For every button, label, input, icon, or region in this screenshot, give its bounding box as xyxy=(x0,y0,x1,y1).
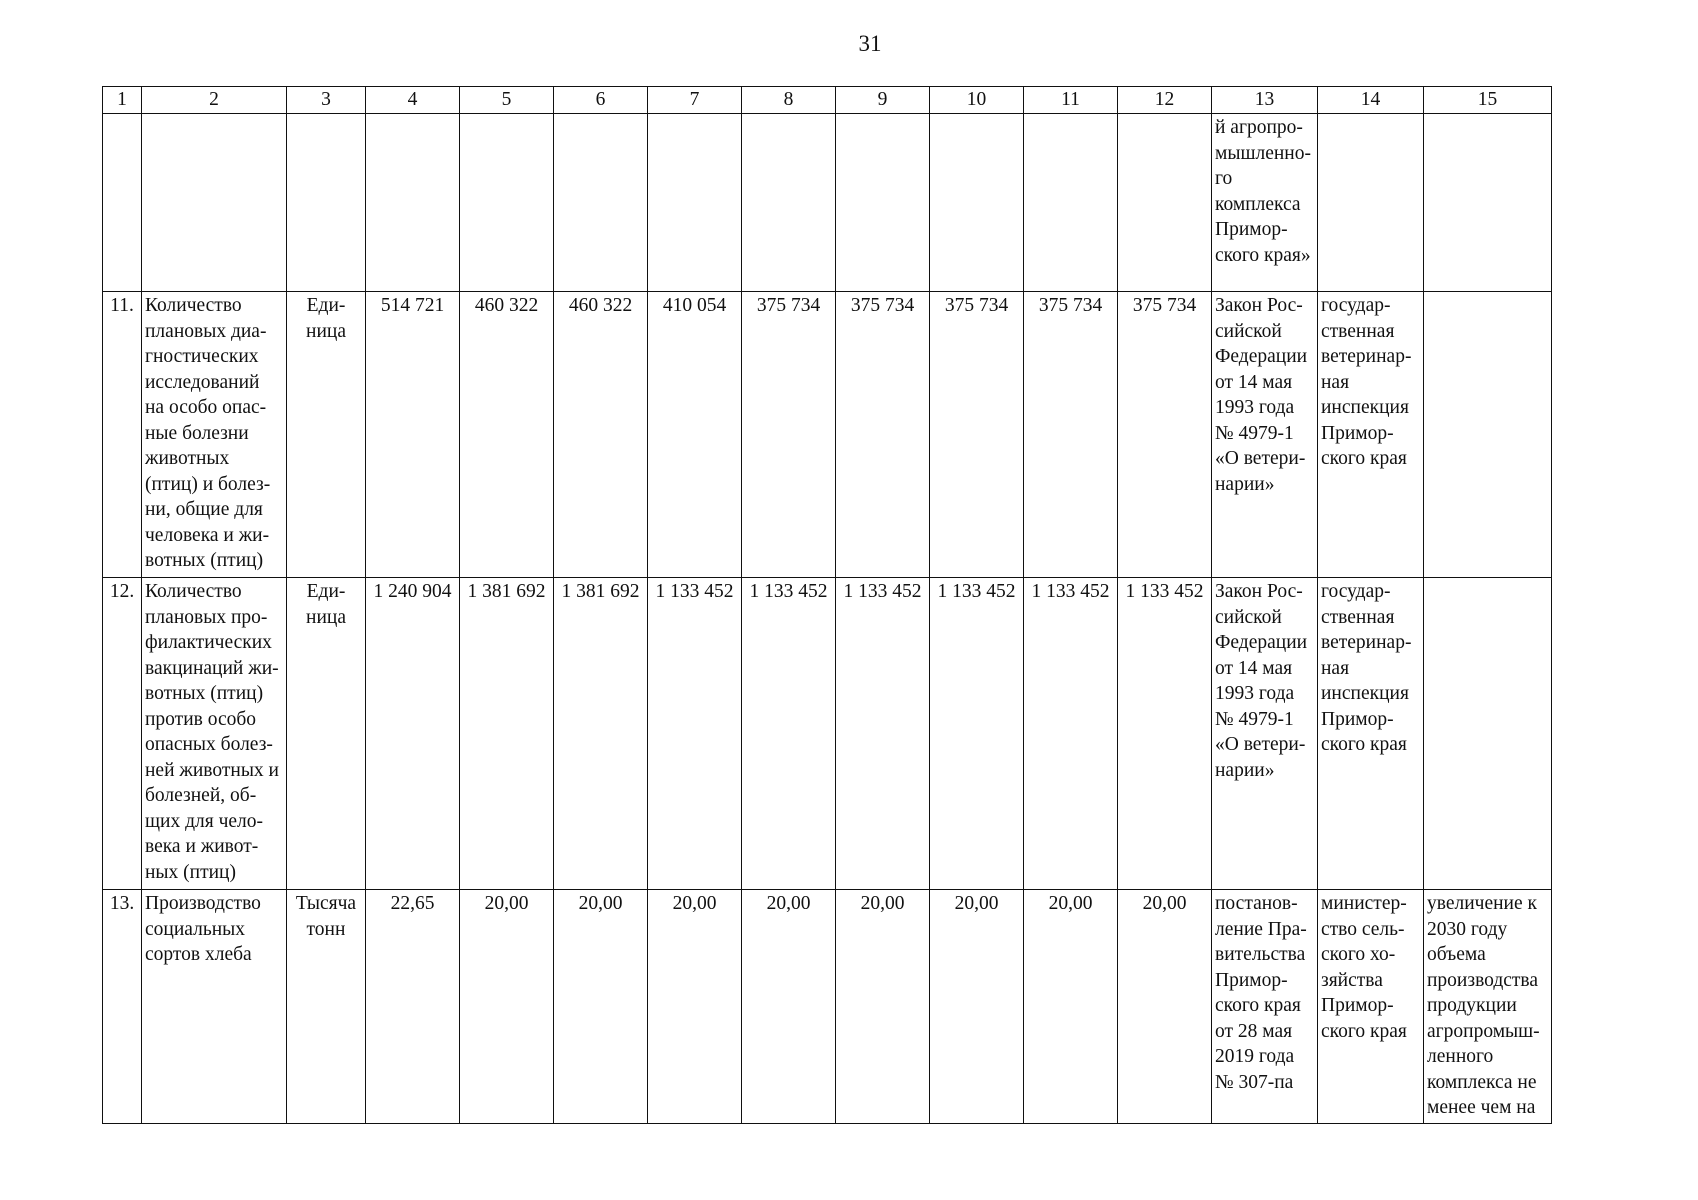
legal-basis-cell xyxy=(1212,292,1318,578)
unit-cell xyxy=(287,890,366,1124)
cell-text-line: ского хо- xyxy=(1321,944,1396,965)
goal-cell xyxy=(1424,292,1552,578)
cell-text-line: министер- xyxy=(1321,893,1407,914)
value-cell: 375 734 xyxy=(836,292,930,578)
empty-cell xyxy=(287,114,366,292)
cell-text-line: ского края xyxy=(1321,734,1407,755)
cell-text-line: опасных болез- xyxy=(145,734,273,755)
goal-cell xyxy=(1424,890,1552,1124)
cell-text-line: Производство xyxy=(145,893,261,914)
value-cell: 410 054 xyxy=(648,292,742,578)
value-cell: 1 133 452 xyxy=(742,578,836,890)
value-cell: 375 734 xyxy=(930,292,1024,578)
empty-cell xyxy=(142,114,287,292)
cell-text-line: инспекция xyxy=(1321,683,1409,704)
cell-text-line: менее чем на xyxy=(1427,1097,1536,1118)
row-number-cell: 12. xyxy=(103,578,142,890)
cell-text-line: от 28 мая xyxy=(1215,1020,1293,1042)
cell-text-line: болезней, об- xyxy=(145,785,257,806)
column-number-header: 8 xyxy=(742,87,836,114)
legal-basis-cell xyxy=(1212,578,1318,890)
value-cell: 460 322 xyxy=(460,292,554,578)
cell-text-line: сийской xyxy=(1215,606,1282,628)
indicator-name-cell xyxy=(142,890,287,1124)
cell-text-line: ная xyxy=(1321,371,1350,393)
value-cell: 460 322 xyxy=(554,292,648,578)
column-number-header: 14 xyxy=(1318,87,1424,114)
continuation-row xyxy=(103,114,1552,292)
cell-text-line: нарии» xyxy=(1215,759,1275,781)
cell-text-line: ница xyxy=(306,320,346,342)
cell-text-line: ление Пра- xyxy=(1215,918,1307,940)
cell-text-line: ского края xyxy=(1321,448,1407,469)
cell-text-line: сортов хлеба xyxy=(145,944,252,965)
column-number-header: 5 xyxy=(460,87,554,114)
cell-text-line: щих для чело- xyxy=(145,810,264,832)
cell-text-line: ственная xyxy=(1321,320,1395,342)
indicators-table xyxy=(102,86,1552,1124)
cell-text-line: ственная xyxy=(1321,606,1395,628)
cell-text-line: Закон Рос- xyxy=(1215,581,1303,602)
indicator-name-cell xyxy=(142,292,287,578)
value-cell: 20,00 xyxy=(742,890,836,1124)
value-cell: 20,00 xyxy=(460,890,554,1124)
cell-text-line: ная xyxy=(1321,657,1350,679)
cell-text-line: вительства xyxy=(1215,944,1306,965)
cell-text-line: мышленно- xyxy=(1215,142,1311,164)
cell-text-line: агропромыш- xyxy=(1427,1020,1540,1042)
cell-text-line: ветеринар- xyxy=(1321,632,1412,653)
empty-cell xyxy=(1024,114,1118,292)
cell-text-line: Примор- xyxy=(1321,422,1394,444)
empty-cell xyxy=(648,114,742,292)
cell-text-line: ней животных и xyxy=(145,759,279,781)
cell-text-line: Федерации xyxy=(1215,346,1308,367)
cell-text-line: вотных (птиц) xyxy=(145,550,264,571)
cell-text-line: ни, общие для xyxy=(145,499,263,520)
cell-text-line: ского края xyxy=(1215,995,1301,1016)
column-number-header: 11 xyxy=(1024,87,1118,114)
cell-text-line: Количество xyxy=(145,295,242,316)
cell-text-line: вотных (птиц) xyxy=(145,683,264,704)
table-row xyxy=(103,292,1552,578)
value-cell: 20,00 xyxy=(930,890,1024,1124)
legal-basis-cell xyxy=(1212,890,1318,1124)
value-cell: 514 721 xyxy=(366,292,460,578)
cell-text-line: «О ветери- xyxy=(1215,734,1306,755)
cell-text-line: на особо опас- xyxy=(145,397,267,418)
cell-text-line: нарии» xyxy=(1215,473,1275,495)
cell-text-line: ленного xyxy=(1427,1046,1494,1067)
cell-text-line: «О ветери- xyxy=(1215,448,1306,469)
value-cell: 20,00 xyxy=(554,890,648,1124)
cell-text-line: государ- xyxy=(1321,581,1391,602)
cell-text-line: плановых диа- xyxy=(145,320,267,342)
cell-text-line: тонн xyxy=(306,918,346,940)
page-number: 31 xyxy=(858,31,882,56)
unit-cell xyxy=(287,292,366,578)
responsible-cell xyxy=(1318,578,1424,890)
value-cell: 375 734 xyxy=(742,292,836,578)
cell-text-line: против особо xyxy=(145,708,257,730)
cell-text-line: ского края» xyxy=(1215,244,1311,266)
empty-cell xyxy=(1118,114,1212,292)
empty-cell xyxy=(742,114,836,292)
cell-text-line: постанов- xyxy=(1215,893,1298,914)
cell-text-line: инспекция xyxy=(1321,397,1409,418)
cell-text-line: № 307-па xyxy=(1215,1071,1294,1093)
cell-text-line: 2019 года xyxy=(1215,1046,1295,1067)
cell-text-line: 2030 году xyxy=(1427,918,1508,940)
cell-text-line: ных (птиц) xyxy=(145,861,236,883)
column-number-header: 3 xyxy=(287,87,366,114)
cell-text-line: ского края xyxy=(1321,1020,1407,1042)
responsible-cell xyxy=(1318,890,1424,1124)
cell-text-line: комплекса не xyxy=(1427,1071,1537,1093)
cell-text-line: ные болезни xyxy=(145,422,249,444)
value-cell: 1 133 452 xyxy=(1118,578,1212,890)
column-number-header: 7 xyxy=(648,87,742,114)
column-number-header: 2 xyxy=(142,87,287,114)
cell-text-line: го xyxy=(1215,168,1233,189)
row-number-cell: 13. xyxy=(103,890,142,1124)
table-row xyxy=(103,890,1552,1124)
empty-cell xyxy=(460,114,554,292)
column-number-row xyxy=(103,87,1552,114)
cell-text-line: человека и жи- xyxy=(145,524,270,546)
empty-cell xyxy=(103,114,142,292)
cell-text-line: № 4979-1 xyxy=(1215,422,1294,444)
cell-text-line: зяйства xyxy=(1321,969,1383,991)
cell-text-line: Федерации xyxy=(1215,632,1308,653)
legal-basis-cell xyxy=(1212,114,1318,292)
table-row xyxy=(103,578,1552,890)
value-cell: 20,00 xyxy=(836,890,930,1124)
cell-text-line: ство сель- xyxy=(1321,918,1405,940)
cell-text-line: 1993 года xyxy=(1215,397,1295,418)
row-number-cell: 11. xyxy=(103,292,142,578)
value-cell: 1 381 692 xyxy=(460,578,554,890)
cell-text-line: ветеринар- xyxy=(1321,346,1412,367)
value-cell: 1 381 692 xyxy=(554,578,648,890)
cell-text-line: животных xyxy=(145,448,230,469)
cell-text-line: (птиц) и болез- xyxy=(145,473,271,495)
cell-text-line: ница xyxy=(306,606,346,628)
cell-text-line: № 4979-1 xyxy=(1215,708,1294,730)
empty-cell xyxy=(1318,114,1424,292)
unit-cell xyxy=(287,578,366,890)
cell-text-line: вакцинаций жи- xyxy=(145,657,279,679)
cell-text-line: исследований xyxy=(145,371,260,393)
empty-cell xyxy=(1424,114,1552,292)
cell-text-line: Примор- xyxy=(1215,219,1288,240)
column-number-header: 13 xyxy=(1212,87,1318,114)
cell-text-line: Примор- xyxy=(1321,995,1394,1016)
cell-text-line: Примор- xyxy=(1215,969,1288,991)
cell-text-line: Количество xyxy=(145,581,242,602)
empty-cell xyxy=(366,114,460,292)
cell-text-line: увеличение к xyxy=(1427,893,1538,914)
value-cell: 1 133 452 xyxy=(836,578,930,890)
cell-text-line: 1993 года xyxy=(1215,683,1295,704)
empty-cell xyxy=(836,114,930,292)
cell-text-line: Закон Рос- xyxy=(1215,295,1303,316)
cell-text-line: от 14 мая xyxy=(1215,371,1293,393)
cell-text-line: Тысяча xyxy=(295,893,357,914)
cell-text-line: века и живот- xyxy=(145,836,259,857)
value-cell: 1 133 452 xyxy=(1024,578,1118,890)
value-cell: 20,00 xyxy=(1024,890,1118,1124)
cell-text-line: Примор- xyxy=(1321,708,1394,730)
value-cell: 1 240 904 xyxy=(366,578,460,890)
value-cell: 375 734 xyxy=(1024,292,1118,578)
cell-text-line: сийской xyxy=(1215,320,1282,342)
cell-text-line: объема xyxy=(1427,944,1486,965)
cell-text-line: от 14 мая xyxy=(1215,657,1293,679)
value-cell: 1 133 452 xyxy=(930,578,1024,890)
column-number-header: 12 xyxy=(1118,87,1212,114)
value-cell: 20,00 xyxy=(1118,890,1212,1124)
cell-text-line: государ- xyxy=(1321,295,1391,316)
value-cell: 1 133 452 xyxy=(648,578,742,890)
cell-text-line: филактических xyxy=(145,632,272,653)
value-cell: 22,65 xyxy=(366,890,460,1124)
column-number-header: 1 xyxy=(103,87,142,114)
column-number-header: 6 xyxy=(554,87,648,114)
cell-text-line: Еди- xyxy=(306,581,346,602)
responsible-cell xyxy=(1318,292,1424,578)
goal-cell xyxy=(1424,578,1552,890)
cell-text-line: Еди- xyxy=(306,295,346,316)
value-cell: 20,00 xyxy=(648,890,742,1124)
cell-text-line: комплекса xyxy=(1215,193,1301,215)
cell-text-line: й агропро- xyxy=(1215,117,1303,138)
cell-text-line: гностических xyxy=(145,346,259,367)
cell-text-line: производства xyxy=(1427,969,1539,991)
empty-cell xyxy=(554,114,648,292)
cell-text-line: социальных xyxy=(145,918,246,940)
indicator-name-cell xyxy=(142,578,287,890)
column-number-header: 4 xyxy=(366,87,460,114)
value-cell: 375 734 xyxy=(1118,292,1212,578)
column-number-header: 9 xyxy=(836,87,930,114)
empty-cell xyxy=(930,114,1024,292)
cell-text-line: плановых про- xyxy=(145,606,268,628)
column-number-header: 15 xyxy=(1424,87,1552,114)
cell-text-line: продукции xyxy=(1427,995,1517,1016)
column-number-header: 10 xyxy=(930,87,1024,114)
